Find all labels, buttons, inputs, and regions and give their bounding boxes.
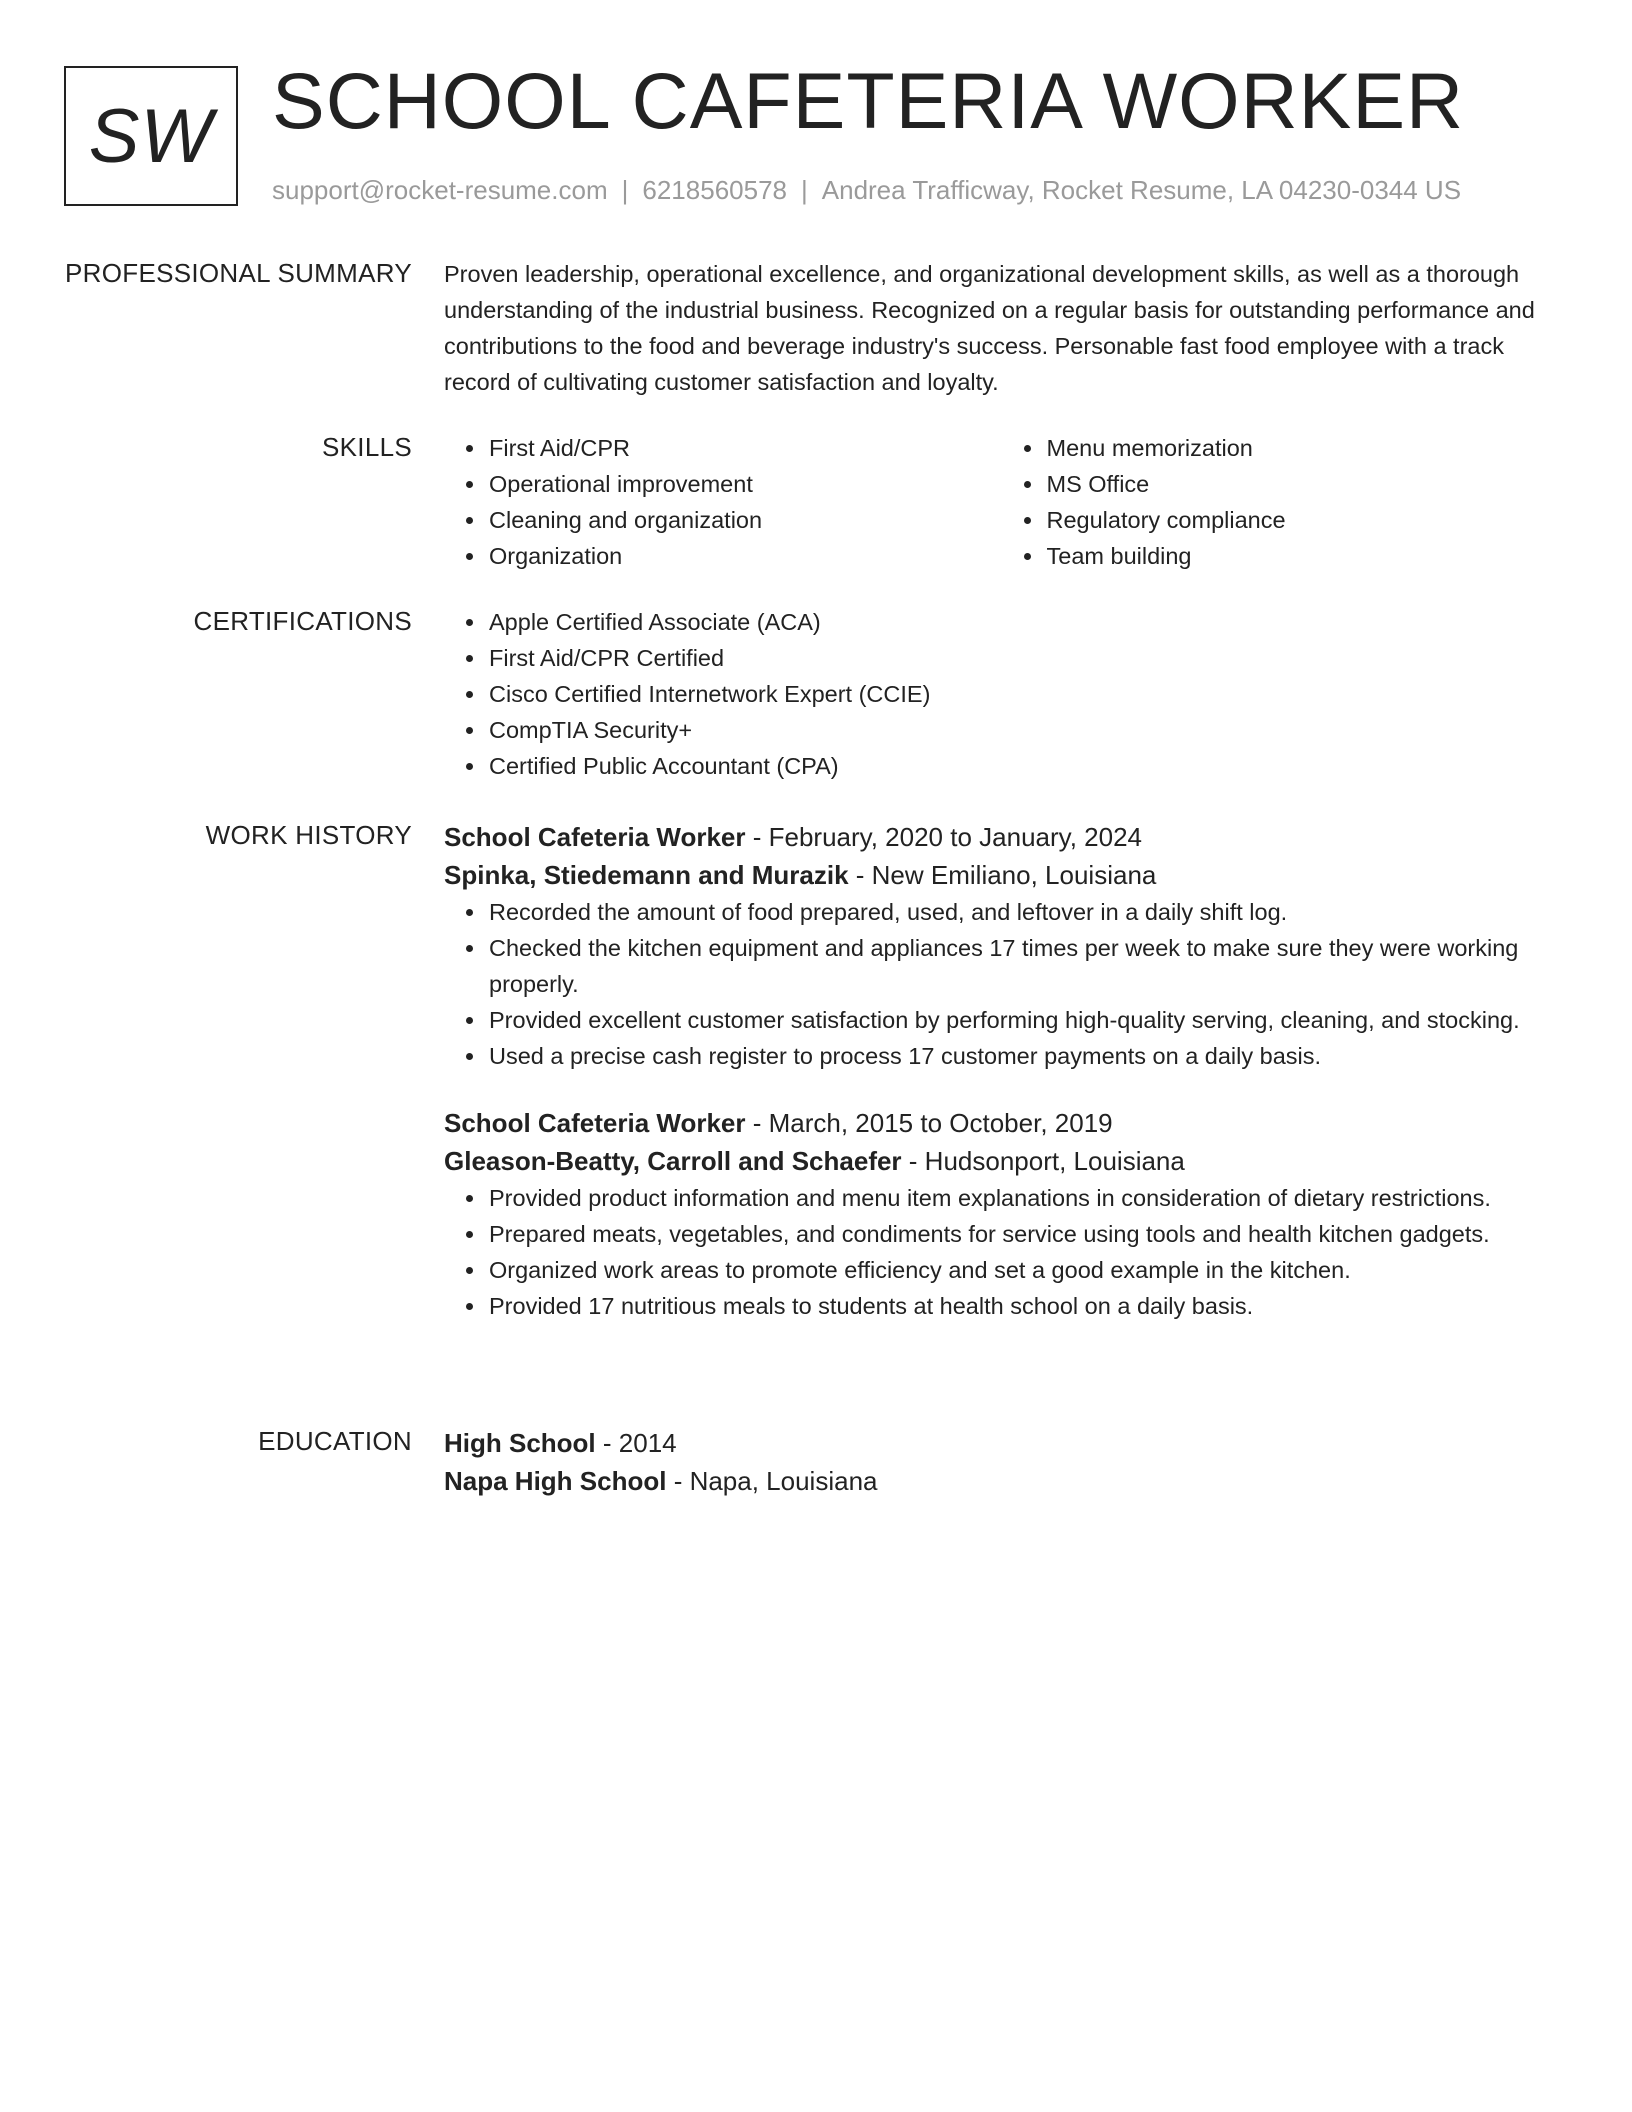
education-location: - Napa, Louisiana [666,1466,878,1496]
job-company: Gleason-Beatty, Carroll and Schaefer [444,1146,902,1176]
job-duty-item: • Recorded the amount of food prepared, used, and leftover in a daily shift log. [487,894,1559,930]
job-title: School Cafeteria Worker [444,1108,746,1138]
skill-item: • MS Office [1045,466,1560,502]
job-duties-list [444,894,1559,1074]
job-company-line [444,856,1559,894]
job-duty-item: • Provided excellent customer satisfaction by performing high-quality serving, cleaning, and stocking. [487,1002,1559,1038]
skill-item: • Regulatory compliance [1045,502,1560,538]
summary-heading: PROFESSIONAL SUMMARY [65,258,412,288]
contact-separator: | [801,175,808,205]
education-degree: High School [444,1428,596,1458]
job-entry [444,818,1559,1074]
resume-title: SCHOOL CAFETERIA WORKER [272,56,1465,145]
certification-item: • Certified Public Accountant (CPA) [487,748,1559,784]
skill-item: • Menu memorization [1045,430,1560,466]
skill-item: • Operational improvement [487,466,1002,502]
skills-heading: SKILLS [322,432,412,462]
certifications-list [444,604,1559,784]
job-dates: - February, 2020 to January, 2024 [745,822,1143,852]
job-location: - New Emiliano, Louisiana [848,860,1157,890]
contact-separator: | [621,175,629,205]
job-duty-item: • Prepared meats, vegetables, and condiments for service using tools and health kitchen gadgets. [487,1216,1559,1252]
skill-item: • Organization [487,538,1002,574]
job-duty-item: • Provided product information and menu item explanations in consideration of dietary restrictions. [487,1180,1559,1216]
summary-text: Proven leadership, operational excellence, and organizational development skills, as well as a thorough understanding of the industrial business. Recognized on a regular basis for outstanding performance and contributions to the food and beverage industry's success. Personable fast food employee with a track record of cultivating customer satisfaction and loyalty. [444,261,1535,395]
certification-item: • CompTIA Security+ [487,712,1559,748]
education-school: Napa High School [444,1466,667,1496]
certifications-heading: CERTIFICATIONS [193,606,412,636]
job-duty-item: • Provided 17 nutritious meals to students at health school on a daily basis. [487,1288,1559,1324]
skills-body [444,430,1559,574]
education-heading: EDUCATION [258,1426,412,1456]
contact-address: Andrea Trafficway, Rocket Resume, LA 04230-0344 US [821,175,1462,205]
certification-item: • Cisco Certified Internetwork Expert (CCIE) [487,676,1559,712]
skills-list-left [444,430,1002,574]
job-location: - Hudsonport, Louisiana [901,1146,1185,1176]
education-school-line [444,1462,1559,1500]
skill-item: • Team building [1045,538,1560,574]
work-history-heading: WORK HISTORY [205,820,412,850]
work-history-body [444,818,1559,1354]
job-duties-list [444,1180,1559,1324]
skills-list-right [1002,430,1560,574]
skill-item: • First Aid/CPR [487,430,1002,466]
summary-body [444,256,1559,400]
certification-item: • Apple Certified Associate (ACA) [487,604,1559,640]
contact-phone: 6218560578 [642,175,787,205]
job-duty-item: • Organized work areas to promote efficiency and set a good example in the kitchen. [487,1252,1559,1288]
job-duty-item: • Checked the kitchen equipment and appliances 17 times per week to make sure they were working properly. [487,930,1559,1002]
job-entry [444,1104,1559,1324]
certification-item: • First Aid/CPR Certified [487,640,1559,676]
education-year: - 2014 [595,1428,677,1458]
skill-item: • Cleaning and organization [487,502,1002,538]
job-dates: - March, 2015 to October, 2019 [745,1108,1113,1138]
job-duty-item: • Used a precise cash register to process 17 customer payments on a daily basis. [487,1038,1559,1074]
certifications-body [444,604,1559,784]
education-degree-line [444,1424,1559,1462]
contact-email: support@rocket-resume.com [272,175,608,205]
job-title-line [444,818,1559,856]
contact-line [272,175,1461,206]
job-company-line [444,1142,1559,1180]
job-title-line [444,1104,1559,1142]
education-body [444,1424,1559,1500]
monogram-badge: SW [64,66,238,206]
job-company: Spinka, Stiedemann and Murazik [444,860,849,890]
job-title: School Cafeteria Worker [444,822,746,852]
